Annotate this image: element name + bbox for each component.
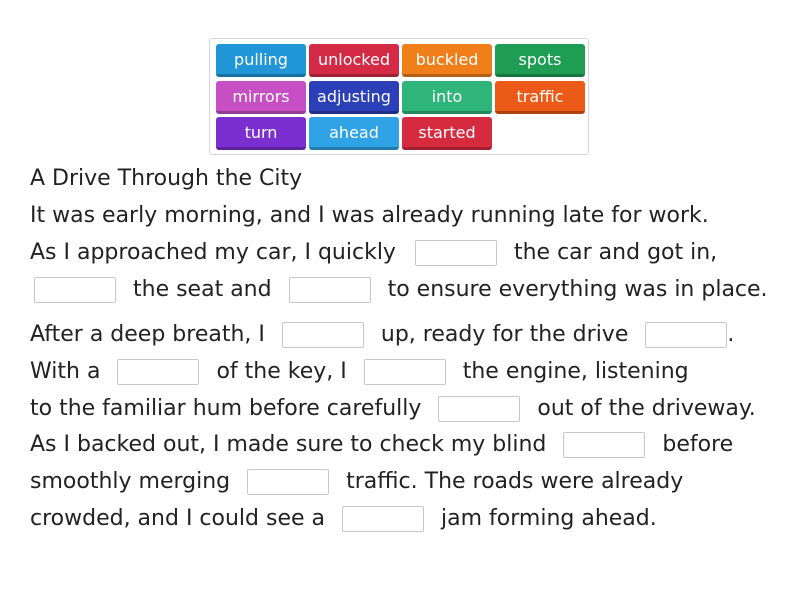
blank-7[interactable] — [364, 359, 446, 385]
story-line-7 — [30, 426, 733, 463]
story-text-segment: of the key, I — [216, 359, 347, 384]
story-line-5 — [30, 353, 689, 390]
story-text-segment: traffic. The roads were already — [346, 469, 684, 494]
word-tile-spots[interactable]: spots — [495, 44, 585, 77]
story-text-segment: to ensure everything was in place. — [387, 277, 768, 302]
blank-10[interactable] — [247, 469, 329, 495]
word-bank — [209, 38, 589, 155]
word-tile-adjusting[interactable]: adjusting — [309, 81, 399, 114]
story-text-segment: After a deep breath, I — [30, 322, 265, 347]
story-line-9 — [30, 500, 657, 537]
blank-11[interactable] — [342, 506, 424, 532]
word-tile-mirrors[interactable]: mirrors — [216, 81, 306, 114]
word-tile-traffic[interactable]: traffic — [495, 81, 585, 114]
word-tile-unlocked[interactable]: unlocked — [309, 44, 399, 77]
story-text-segment: out of the driveway. — [537, 396, 756, 421]
story-text-segment: As I backed out, I made sure to check my blind — [30, 432, 547, 457]
word-tile-into[interactable]: into — [402, 81, 492, 114]
story-line-1: It was early morning, and I was already running late for work. — [30, 203, 709, 228]
story-text-segment: to the familiar hum before carefully — [30, 396, 422, 421]
story-text-segment: the seat and — [133, 277, 272, 302]
story-text-segment: crowded, and I could see a — [30, 506, 326, 531]
story-line-8 — [30, 463, 683, 500]
word-tile-buckled[interactable]: buckled — [402, 44, 492, 77]
blank-6[interactable] — [117, 359, 199, 385]
story-text-segment: before — [662, 432, 734, 457]
word-tile-started[interactable]: started — [402, 117, 492, 150]
story-text-segment: smoothly merging — [30, 469, 231, 494]
blank-3[interactable] — [289, 277, 371, 303]
story-text-segment: the car and got in, — [513, 240, 718, 265]
story-text-segment: With a — [30, 359, 101, 384]
blank-9[interactable] — [563, 432, 645, 458]
story-text-segment: up, ready for the drive — [380, 322, 629, 347]
word-tile-ahead[interactable]: ahead — [309, 117, 399, 150]
story-text-segment: As I approached my car, I quickly — [30, 240, 396, 265]
blank-1[interactable] — [415, 240, 497, 266]
blank-5[interactable] — [645, 322, 727, 348]
blank-2[interactable] — [34, 277, 116, 303]
story-text-segment: . — [727, 322, 735, 347]
word-tile-turn[interactable]: turn — [216, 117, 306, 150]
story-line-6 — [30, 390, 756, 427]
story-line-4 — [30, 316, 734, 353]
blank-4[interactable] — [282, 322, 364, 348]
word-tile-pulling[interactable]: pulling — [216, 44, 306, 77]
story-title: A Drive Through the City — [30, 166, 303, 191]
story-text-segment: jam forming ahead. — [441, 506, 657, 531]
story-line-3 — [34, 271, 768, 308]
story-text-segment: the engine, listening — [462, 359, 689, 384]
story-line-2 — [30, 234, 717, 271]
blank-8[interactable] — [438, 396, 520, 422]
